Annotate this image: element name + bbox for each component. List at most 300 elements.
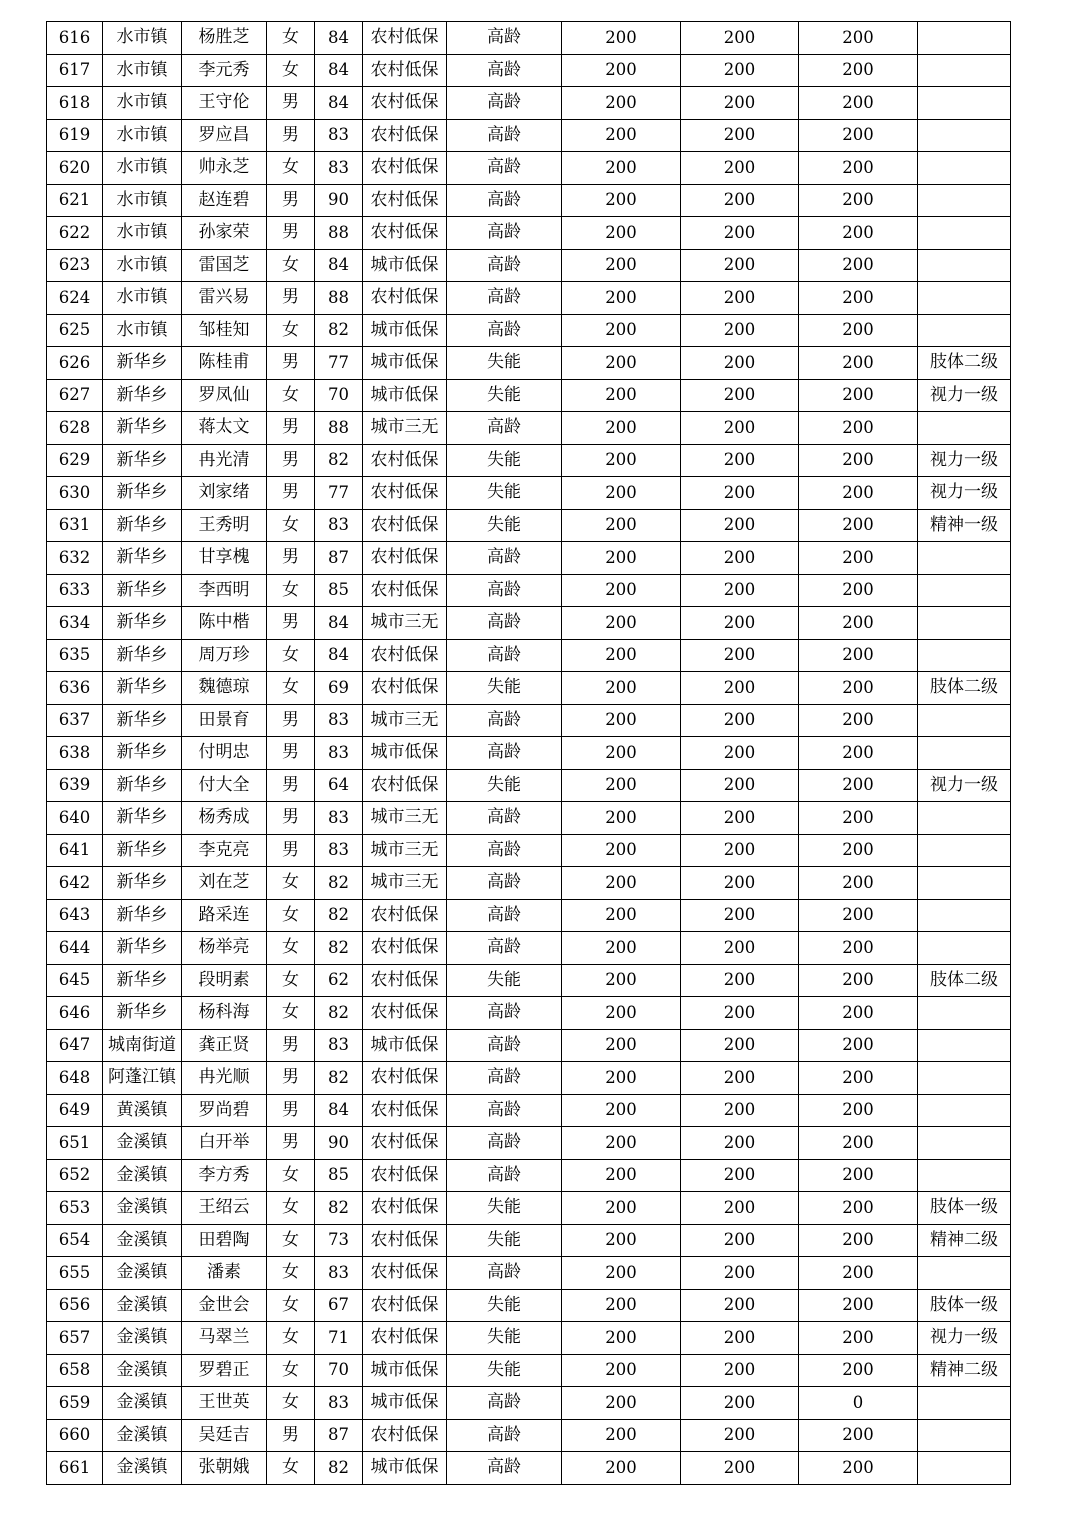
cell-gender: 女 bbox=[267, 932, 315, 965]
cell-township: 新华乡 bbox=[103, 412, 182, 445]
cell-amount-2: 200 bbox=[681, 1192, 799, 1225]
cell-gender: 女 bbox=[267, 1322, 315, 1355]
cell-category: 农村低保 bbox=[363, 184, 447, 217]
cell-type: 高龄 bbox=[447, 152, 562, 185]
cell-category: 城市低保 bbox=[363, 1029, 447, 1062]
cell-row-number: 654 bbox=[47, 1224, 103, 1257]
table-row bbox=[47, 1257, 1011, 1290]
cell-row-number: 659 bbox=[47, 1387, 103, 1420]
cell-amount-1: 200 bbox=[562, 347, 681, 380]
cell-remark bbox=[918, 249, 1011, 282]
cell-age: 71 bbox=[315, 1322, 363, 1355]
cell-amount-3: 200 bbox=[799, 899, 918, 932]
cell-remark: 肢体二级 bbox=[918, 347, 1011, 380]
cell-type: 失能 bbox=[447, 379, 562, 412]
cell-remark: 精神二级 bbox=[918, 1354, 1011, 1387]
cell-amount-2: 200 bbox=[681, 184, 799, 217]
cell-amount-2: 200 bbox=[681, 347, 799, 380]
cell-name: 潘素 bbox=[182, 1257, 267, 1290]
cell-gender: 女 bbox=[267, 314, 315, 347]
cell-gender: 男 bbox=[267, 769, 315, 802]
cell-type: 高龄 bbox=[447, 639, 562, 672]
table-row bbox=[47, 997, 1011, 1030]
cell-township: 新华乡 bbox=[103, 347, 182, 380]
cell-row-number: 661 bbox=[47, 1452, 103, 1485]
cell-township: 金溪镇 bbox=[103, 1289, 182, 1322]
table-row bbox=[47, 379, 1011, 412]
cell-type: 失能 bbox=[447, 444, 562, 477]
cell-age: 85 bbox=[315, 574, 363, 607]
table-row bbox=[47, 54, 1011, 87]
cell-category: 农村低保 bbox=[363, 1257, 447, 1290]
cell-amount-1: 200 bbox=[562, 1387, 681, 1420]
cell-type: 失能 bbox=[447, 347, 562, 380]
table-row bbox=[47, 1354, 1011, 1387]
cell-amount-1: 200 bbox=[562, 1322, 681, 1355]
cell-type: 高龄 bbox=[447, 412, 562, 445]
cell-name: 白开举 bbox=[182, 1127, 267, 1160]
cell-amount-2: 200 bbox=[681, 834, 799, 867]
cell-amount-2: 200 bbox=[681, 54, 799, 87]
table-row bbox=[47, 282, 1011, 315]
cell-gender: 男 bbox=[267, 542, 315, 575]
cell-type: 高龄 bbox=[447, 834, 562, 867]
cell-age: 83 bbox=[315, 1029, 363, 1062]
cell-name: 田景育 bbox=[182, 704, 267, 737]
cell-type: 高龄 bbox=[447, 932, 562, 965]
cell-gender: 男 bbox=[267, 1127, 315, 1160]
cell-name: 雷兴易 bbox=[182, 282, 267, 315]
cell-township: 金溪镇 bbox=[103, 1322, 182, 1355]
cell-township: 新华乡 bbox=[103, 704, 182, 737]
cell-gender: 男 bbox=[267, 119, 315, 152]
cell-age: 83 bbox=[315, 1257, 363, 1290]
cell-name: 金世会 bbox=[182, 1289, 267, 1322]
cell-remark bbox=[918, 119, 1011, 152]
cell-township: 黄溪镇 bbox=[103, 1094, 182, 1127]
cell-age: 77 bbox=[315, 477, 363, 510]
cell-amount-1: 200 bbox=[562, 704, 681, 737]
cell-age: 73 bbox=[315, 1224, 363, 1257]
table-row bbox=[47, 87, 1011, 120]
cell-row-number: 628 bbox=[47, 412, 103, 445]
cell-name: 罗碧正 bbox=[182, 1354, 267, 1387]
cell-amount-3: 200 bbox=[799, 704, 918, 737]
cell-township: 新华乡 bbox=[103, 672, 182, 705]
table-row bbox=[47, 574, 1011, 607]
cell-row-number: 647 bbox=[47, 1029, 103, 1062]
cell-row-number: 618 bbox=[47, 87, 103, 120]
cell-amount-3: 200 bbox=[799, 1224, 918, 1257]
cell-amount-2: 200 bbox=[681, 444, 799, 477]
cell-remark bbox=[918, 22, 1011, 55]
cell-amount-2: 200 bbox=[681, 737, 799, 770]
cell-township: 水市镇 bbox=[103, 152, 182, 185]
cell-type: 高龄 bbox=[447, 1452, 562, 1485]
cell-category: 城市低保 bbox=[363, 1354, 447, 1387]
cell-type: 高龄 bbox=[447, 314, 562, 347]
cell-township: 金溪镇 bbox=[103, 1452, 182, 1485]
cell-township: 金溪镇 bbox=[103, 1354, 182, 1387]
table-row bbox=[47, 1127, 1011, 1160]
table-row bbox=[47, 22, 1011, 55]
cell-amount-1: 200 bbox=[562, 412, 681, 445]
cell-gender: 女 bbox=[267, 1387, 315, 1420]
cell-remark: 肢体一级 bbox=[918, 1289, 1011, 1322]
cell-category: 城市三无 bbox=[363, 607, 447, 640]
cell-category: 城市三无 bbox=[363, 704, 447, 737]
cell-category: 城市低保 bbox=[363, 379, 447, 412]
cell-age: 64 bbox=[315, 769, 363, 802]
table-row bbox=[47, 249, 1011, 282]
cell-remark: 精神二级 bbox=[918, 1224, 1011, 1257]
cell-amount-1: 200 bbox=[562, 22, 681, 55]
table-row bbox=[47, 1419, 1011, 1452]
cell-amount-2: 200 bbox=[681, 1257, 799, 1290]
cell-amount-2: 200 bbox=[681, 1062, 799, 1095]
cell-age: 88 bbox=[315, 412, 363, 445]
cell-amount-2: 200 bbox=[681, 22, 799, 55]
cell-category: 农村低保 bbox=[363, 152, 447, 185]
cell-township: 水市镇 bbox=[103, 249, 182, 282]
cell-amount-3: 200 bbox=[799, 1029, 918, 1062]
cell-category: 城市低保 bbox=[363, 249, 447, 282]
cell-amount-3: 200 bbox=[799, 477, 918, 510]
cell-amount-2: 200 bbox=[681, 509, 799, 542]
cell-name: 陈桂甫 bbox=[182, 347, 267, 380]
cell-row-number: 636 bbox=[47, 672, 103, 705]
table-row bbox=[47, 119, 1011, 152]
cell-gender: 男 bbox=[267, 1419, 315, 1452]
cell-amount-2: 200 bbox=[681, 672, 799, 705]
cell-gender: 女 bbox=[267, 1224, 315, 1257]
cell-name: 雷国芝 bbox=[182, 249, 267, 282]
cell-amount-1: 200 bbox=[562, 899, 681, 932]
cell-type: 高龄 bbox=[447, 1257, 562, 1290]
cell-amount-1: 200 bbox=[562, 574, 681, 607]
cell-category: 农村低保 bbox=[363, 444, 447, 477]
cell-age: 88 bbox=[315, 282, 363, 315]
cell-amount-1: 200 bbox=[562, 1094, 681, 1127]
cell-amount-3: 200 bbox=[799, 542, 918, 575]
table-row bbox=[47, 639, 1011, 672]
cell-age: 84 bbox=[315, 87, 363, 120]
cell-row-number: 623 bbox=[47, 249, 103, 282]
cell-amount-2: 200 bbox=[681, 1127, 799, 1160]
cell-name: 罗尚碧 bbox=[182, 1094, 267, 1127]
cell-amount-2: 200 bbox=[681, 964, 799, 997]
table-row bbox=[47, 509, 1011, 542]
table-body bbox=[47, 22, 1011, 1485]
table-row bbox=[47, 737, 1011, 770]
cell-amount-1: 200 bbox=[562, 997, 681, 1030]
cell-amount-3: 200 bbox=[799, 1257, 918, 1290]
cell-age: 70 bbox=[315, 379, 363, 412]
cell-name: 邹桂知 bbox=[182, 314, 267, 347]
cell-type: 高龄 bbox=[447, 737, 562, 770]
cell-amount-3: 200 bbox=[799, 1159, 918, 1192]
cell-row-number: 648 bbox=[47, 1062, 103, 1095]
cell-row-number: 638 bbox=[47, 737, 103, 770]
cell-type: 失能 bbox=[447, 1354, 562, 1387]
cell-amount-1: 200 bbox=[562, 1452, 681, 1485]
cell-amount-2: 200 bbox=[681, 1029, 799, 1062]
cell-amount-2: 200 bbox=[681, 1419, 799, 1452]
cell-type: 高龄 bbox=[447, 87, 562, 120]
cell-amount-2: 200 bbox=[681, 704, 799, 737]
cell-type: 高龄 bbox=[447, 282, 562, 315]
cell-remark: 肢体二级 bbox=[918, 964, 1011, 997]
cell-remark bbox=[918, 1257, 1011, 1290]
cell-type: 高龄 bbox=[447, 1159, 562, 1192]
cell-row-number: 632 bbox=[47, 542, 103, 575]
cell-age: 82 bbox=[315, 314, 363, 347]
cell-township: 新华乡 bbox=[103, 477, 182, 510]
cell-amount-1: 200 bbox=[562, 769, 681, 802]
cell-category: 农村低保 bbox=[363, 542, 447, 575]
cell-amount-3: 0 bbox=[799, 1387, 918, 1420]
cell-gender: 女 bbox=[267, 1192, 315, 1225]
cell-amount-3: 200 bbox=[799, 1452, 918, 1485]
cell-amount-1: 200 bbox=[562, 249, 681, 282]
cell-name: 魏德琼 bbox=[182, 672, 267, 705]
cell-category: 农村低保 bbox=[363, 1062, 447, 1095]
table-row bbox=[47, 1289, 1011, 1322]
cell-amount-3: 200 bbox=[799, 769, 918, 802]
cell-amount-3: 200 bbox=[799, 834, 918, 867]
cell-amount-3: 200 bbox=[799, 1127, 918, 1160]
cell-gender: 女 bbox=[267, 54, 315, 87]
cell-row-number: 629 bbox=[47, 444, 103, 477]
cell-row-number: 616 bbox=[47, 22, 103, 55]
cell-name: 王秀明 bbox=[182, 509, 267, 542]
cell-age: 84 bbox=[315, 1094, 363, 1127]
cell-township: 金溪镇 bbox=[103, 1419, 182, 1452]
cell-name: 蒋太文 bbox=[182, 412, 267, 445]
cell-gender: 男 bbox=[267, 1094, 315, 1127]
cell-amount-2: 200 bbox=[681, 477, 799, 510]
cell-age: 84 bbox=[315, 607, 363, 640]
cell-amount-2: 200 bbox=[681, 217, 799, 250]
table-row bbox=[47, 1387, 1011, 1420]
cell-amount-2: 200 bbox=[681, 1159, 799, 1192]
cell-category: 农村低保 bbox=[363, 899, 447, 932]
cell-gender: 男 bbox=[267, 184, 315, 217]
cell-township: 新华乡 bbox=[103, 964, 182, 997]
cell-name: 孙家荣 bbox=[182, 217, 267, 250]
cell-amount-3: 200 bbox=[799, 249, 918, 282]
cell-remark bbox=[918, 87, 1011, 120]
cell-age: 82 bbox=[315, 932, 363, 965]
cell-amount-3: 200 bbox=[799, 412, 918, 445]
table-row bbox=[47, 867, 1011, 900]
cell-category: 农村低保 bbox=[363, 964, 447, 997]
cell-amount-2: 200 bbox=[681, 769, 799, 802]
cell-gender: 男 bbox=[267, 412, 315, 445]
cell-amount-2: 200 bbox=[681, 899, 799, 932]
cell-gender: 女 bbox=[267, 867, 315, 900]
cell-category: 农村低保 bbox=[363, 1192, 447, 1225]
cell-row-number: 656 bbox=[47, 1289, 103, 1322]
cell-row-number: 630 bbox=[47, 477, 103, 510]
cell-age: 87 bbox=[315, 542, 363, 575]
cell-remark bbox=[918, 542, 1011, 575]
cell-remark bbox=[918, 1452, 1011, 1485]
cell-name: 杨秀成 bbox=[182, 802, 267, 835]
cell-age: 84 bbox=[315, 249, 363, 282]
table-row bbox=[47, 412, 1011, 445]
cell-type: 高龄 bbox=[447, 607, 562, 640]
cell-amount-3: 200 bbox=[799, 867, 918, 900]
cell-name: 冉光清 bbox=[182, 444, 267, 477]
cell-township: 水市镇 bbox=[103, 217, 182, 250]
cell-type: 失能 bbox=[447, 1192, 562, 1225]
table-row bbox=[47, 314, 1011, 347]
cell-remark bbox=[918, 1419, 1011, 1452]
cell-amount-1: 200 bbox=[562, 119, 681, 152]
cell-name: 王绍云 bbox=[182, 1192, 267, 1225]
cell-type: 高龄 bbox=[447, 802, 562, 835]
cell-amount-3: 200 bbox=[799, 1322, 918, 1355]
cell-category: 农村低保 bbox=[363, 1127, 447, 1160]
cell-remark: 视力一级 bbox=[918, 769, 1011, 802]
table-row bbox=[47, 184, 1011, 217]
cell-gender: 男 bbox=[267, 347, 315, 380]
cell-amount-1: 200 bbox=[562, 1419, 681, 1452]
cell-amount-2: 200 bbox=[681, 282, 799, 315]
cell-name: 刘家绪 bbox=[182, 477, 267, 510]
cell-category: 农村低保 bbox=[363, 1322, 447, 1355]
cell-amount-1: 200 bbox=[562, 737, 681, 770]
cell-age: 82 bbox=[315, 1192, 363, 1225]
table-row bbox=[47, 607, 1011, 640]
cell-amount-2: 200 bbox=[681, 1452, 799, 1485]
cell-amount-2: 200 bbox=[681, 932, 799, 965]
cell-remark bbox=[918, 412, 1011, 445]
cell-township: 水市镇 bbox=[103, 87, 182, 120]
cell-remark bbox=[918, 314, 1011, 347]
cell-remark: 视力一级 bbox=[918, 444, 1011, 477]
cell-gender: 男 bbox=[267, 1062, 315, 1095]
cell-amount-1: 200 bbox=[562, 1127, 681, 1160]
cell-gender: 男 bbox=[267, 282, 315, 315]
cell-remark bbox=[918, 1387, 1011, 1420]
cell-row-number: 619 bbox=[47, 119, 103, 152]
cell-gender: 女 bbox=[267, 574, 315, 607]
cell-amount-1: 200 bbox=[562, 1224, 681, 1257]
cell-amount-1: 200 bbox=[562, 802, 681, 835]
cell-category: 农村低保 bbox=[363, 672, 447, 705]
cell-township: 新华乡 bbox=[103, 997, 182, 1030]
cell-remark bbox=[918, 834, 1011, 867]
cell-name: 冉光顺 bbox=[182, 1062, 267, 1095]
cell-age: 88 bbox=[315, 217, 363, 250]
cell-gender: 男 bbox=[267, 834, 315, 867]
cell-remark: 视力一级 bbox=[918, 477, 1011, 510]
cell-amount-1: 200 bbox=[562, 834, 681, 867]
cell-name: 陈中楷 bbox=[182, 607, 267, 640]
cell-name: 付明忠 bbox=[182, 737, 267, 770]
table-row bbox=[47, 1094, 1011, 1127]
cell-amount-2: 200 bbox=[681, 152, 799, 185]
cell-remark bbox=[918, 282, 1011, 315]
cell-age: 69 bbox=[315, 672, 363, 705]
cell-amount-2: 200 bbox=[681, 867, 799, 900]
cell-remark bbox=[918, 54, 1011, 87]
cell-type: 高龄 bbox=[447, 542, 562, 575]
cell-row-number: 621 bbox=[47, 184, 103, 217]
cell-row-number: 624 bbox=[47, 282, 103, 315]
cell-age: 84 bbox=[315, 22, 363, 55]
table-row bbox=[47, 152, 1011, 185]
cell-remark bbox=[918, 867, 1011, 900]
cell-category: 城市三无 bbox=[363, 867, 447, 900]
cell-amount-3: 200 bbox=[799, 639, 918, 672]
cell-age: 87 bbox=[315, 1419, 363, 1452]
cell-row-number: 643 bbox=[47, 899, 103, 932]
cell-gender: 女 bbox=[267, 639, 315, 672]
table-row bbox=[47, 347, 1011, 380]
table-row bbox=[47, 932, 1011, 965]
cell-age: 83 bbox=[315, 509, 363, 542]
cell-row-number: 645 bbox=[47, 964, 103, 997]
cell-category: 农村低保 bbox=[363, 119, 447, 152]
cell-name: 王世英 bbox=[182, 1387, 267, 1420]
cell-category: 城市低保 bbox=[363, 1452, 447, 1485]
cell-gender: 男 bbox=[267, 477, 315, 510]
cell-gender: 女 bbox=[267, 1159, 315, 1192]
cell-gender: 女 bbox=[267, 1257, 315, 1290]
cell-remark bbox=[918, 184, 1011, 217]
cell-gender: 男 bbox=[267, 802, 315, 835]
table-row bbox=[47, 477, 1011, 510]
cell-name: 李西明 bbox=[182, 574, 267, 607]
cell-amount-3: 200 bbox=[799, 347, 918, 380]
cell-category: 农村低保 bbox=[363, 22, 447, 55]
cell-township: 新华乡 bbox=[103, 867, 182, 900]
cell-remark: 精神一级 bbox=[918, 509, 1011, 542]
cell-remark bbox=[918, 704, 1011, 737]
cell-type: 高龄 bbox=[447, 704, 562, 737]
cell-category: 农村低保 bbox=[363, 54, 447, 87]
cell-category: 城市低保 bbox=[363, 737, 447, 770]
cell-amount-2: 200 bbox=[681, 314, 799, 347]
cell-name: 田碧陶 bbox=[182, 1224, 267, 1257]
cell-amount-2: 200 bbox=[681, 1094, 799, 1127]
cell-gender: 女 bbox=[267, 152, 315, 185]
cell-row-number: 637 bbox=[47, 704, 103, 737]
cell-amount-1: 200 bbox=[562, 542, 681, 575]
cell-age: 82 bbox=[315, 867, 363, 900]
cell-amount-3: 200 bbox=[799, 54, 918, 87]
cell-township: 新华乡 bbox=[103, 899, 182, 932]
cell-category: 农村低保 bbox=[363, 282, 447, 315]
cell-remark bbox=[918, 899, 1011, 932]
cell-amount-3: 200 bbox=[799, 574, 918, 607]
cell-amount-1: 200 bbox=[562, 152, 681, 185]
cell-amount-1: 200 bbox=[562, 1289, 681, 1322]
cell-gender: 女 bbox=[267, 1452, 315, 1485]
cell-amount-1: 200 bbox=[562, 314, 681, 347]
cell-remark bbox=[918, 932, 1011, 965]
cell-age: 82 bbox=[315, 1062, 363, 1095]
cell-row-number: 652 bbox=[47, 1159, 103, 1192]
cell-remark bbox=[918, 152, 1011, 185]
cell-amount-1: 200 bbox=[562, 867, 681, 900]
cell-township: 城南街道 bbox=[103, 1029, 182, 1062]
cell-amount-3: 200 bbox=[799, 932, 918, 965]
cell-gender: 女 bbox=[267, 997, 315, 1030]
